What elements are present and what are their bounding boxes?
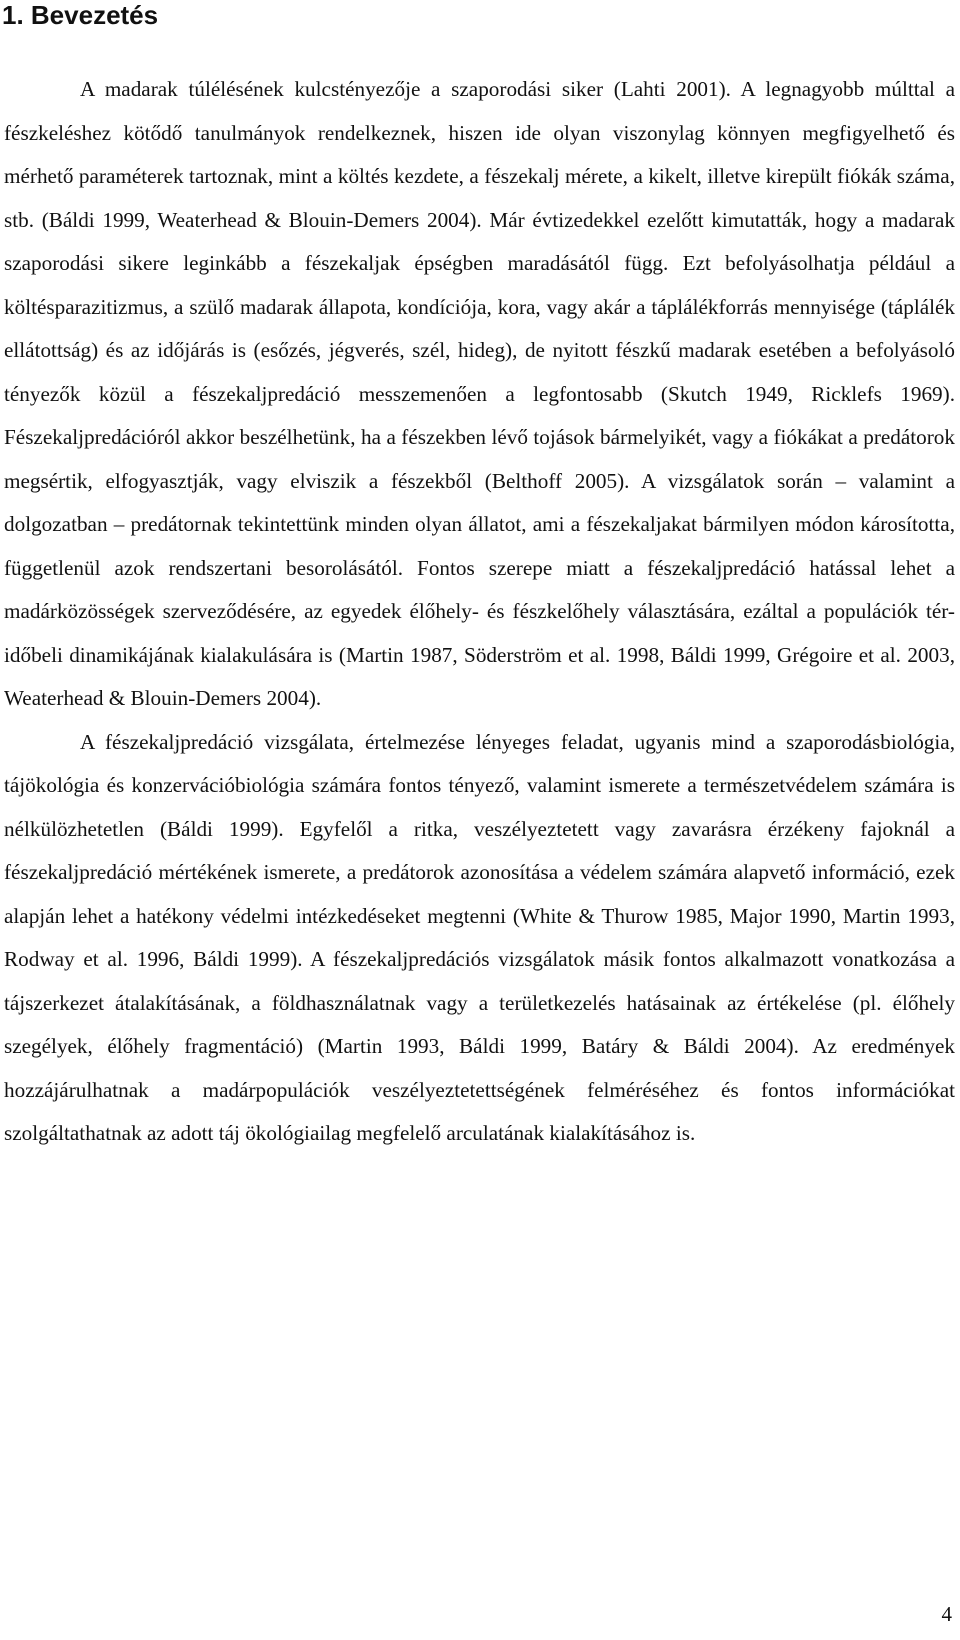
paragraph-1: A madarak túlélésének kulcstényezője a szaporodási siker (Lahti 2001). A legnagyobb múlttal a fészkeléshez kötődő tanulmányok rendelkeznek, hiszen ide olyan viszonylag könnyen megfigyelhető és mérhető paraméterek tartoznak, mint a költés kezdete, a fészekalj mérete, a kikelt, illetve kirepült fiókák száma, stb. (Báldi 1999, Weaterhead & Blouin-Demers 2004). Már évtizedekkel ezelőtt kimutatták, hogy a madarak szaporodási sikere leginkább a fészekaljak épségben maradásától függ. Ezt befolyásolhatja például a költésparazitizmus, a szülő madarak állapota, kondíciója, kora, vagy akár a táplálékforrás mennyisége (táplálék ellátottság) és az időjárás is (esőzés, jégverés, szél, hideg), de nyitott fészkű madarak esetében a befolyásoló tényezők közül a fészekaljpredáció messzemenően a legfontosabb (Skutch 1949, Ricklefs 1969). Fészekaljpredációról akkor beszélhetünk, ha a fészekben lévő tojások bármelyikét, vagy a fiókákat a predátorok megsértik, elfogyasztják, vagy elviszik a fészekből (Belthoff 2005). A vizsgálatok során – valamint a dolgozatban – predátornak tekintettünk minden olyan állatot, ami a fészekaljakat bármilyen módon károsította, függetlenül azok rendszertani besorolásától. Fontos szerepe miatt a fészekaljpredáció hatással lehet a madárközösségek szerveződésére, az egyedek élőhely- és fészkelőhely választására, ezáltal a populációk tér-időbeli dinamikájának kialakulására is (Martin 1987, Söderström et al. 1998, Báldi 1999, Grégoire et al. 2003, Weaterhead & Blouin-Demers 2004). bbox=[4, 77, 955, 710]
page-number: 4 bbox=[941, 1602, 952, 1626]
body-text bbox=[4, 68, 955, 1156]
section-heading: 1. Bevezetés bbox=[2, 0, 159, 30]
paragraph-2: A fészekaljpredáció vizsgálata, értelmezése lényeges feladat, ugyanis mind a szaporodásbiológia, tájökológia és konzervációbiológia számára fontos tényező, valamint ismerete a természetvédelem számára is nélkülözhetetlen (Báldi 1999). Egyfelől a ritka, veszélyeztetett vagy zavarásra érzékeny fajoknál a fészekaljpredáció mértékének ismerete, a predátorok azonosítása a védelem számára alapvető információ, ezek alapján lehet a hatékony védelmi intézkedéseket megtenni (White & Thurow 1985, Major 1990, Martin 1993, Rodway et al. 1996, Báldi 1999). A fészekaljpredációs vizsgálatok másik fontos alkalmazott vonatkozása a tájszerkezet átalakításának, a földhasználatnak vagy a területkezelés hatásainak az értékelése (pl. élőhely szegélyek, élőhely fragmentáció) (Martin 1993, Báldi 1999, Batáry & Báldi 2004). Az eredmények hozzájárulhatnak a madárpopulációk veszélyeztetettségének felméréséhez és fontos információkat szolgáltathatnak az adott táj ökológiailag megfelelő arculatának kialakításához is. bbox=[4, 729, 955, 1145]
